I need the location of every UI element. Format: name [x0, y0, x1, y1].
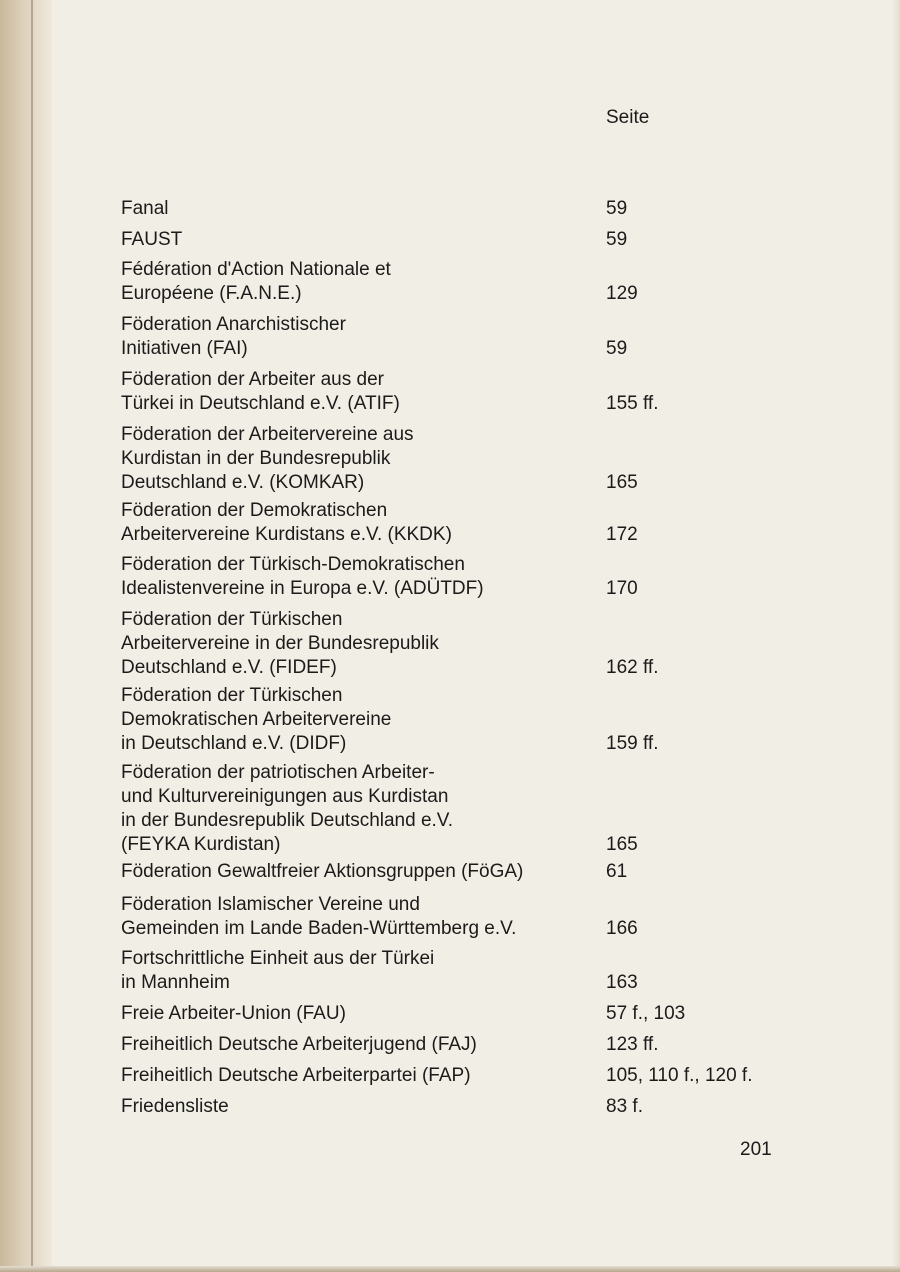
entry-name-line: Föderation Islamischer Vereine und [121, 894, 420, 915]
entry-name-line: Freie Arbeiter-Union (FAU) [121, 1003, 346, 1024]
entry-name-line: Européene (F.A.N.E.) [121, 283, 302, 304]
entry-name-line: Arbeitervereine Kurdistans e.V. (KKDK) [121, 524, 452, 545]
entry-page-ref: 162 ff. [606, 657, 659, 678]
entry-name [121, 893, 591, 941]
entry-name [121, 228, 591, 252]
gutter-line [31, 0, 33, 1272]
entry-name [121, 761, 591, 857]
entry-name [121, 368, 591, 416]
entry-name-line: Föderation Anarchistischer [121, 314, 346, 335]
entry-name-line: Fanal [121, 198, 169, 219]
entry-page-ref: 159 ff. [606, 733, 659, 754]
entry-page-ref: 59 [606, 229, 628, 250]
entry-name [121, 1095, 591, 1119]
entry-name [121, 947, 591, 995]
entry-name-line: Föderation der Türkischen [121, 609, 343, 630]
entry-name-line: in der Bundesrepublik Deutschland e.V. [121, 810, 454, 831]
entry-page-ref: 59 [606, 198, 628, 219]
entry-name-line: Friedensliste [121, 1096, 229, 1117]
entry-name [121, 313, 591, 361]
entry-name [121, 1064, 591, 1088]
entry-name-line: Deutschland e.V. (KOMKAR) [121, 472, 365, 493]
entry-name-line: Arbeitervereine in der Bundesrepublik [121, 633, 439, 654]
entry-name [121, 423, 591, 495]
entry-name-line: Initiativen (FAI) [121, 338, 248, 359]
page-edge [892, 0, 900, 1272]
entry-name-line: Fortschrittliche Einheit aus der Türkei [121, 948, 435, 969]
entry-name-line: Kurdistan in der Bundesrepublik [121, 448, 391, 469]
bottom-page-edge [0, 1266, 900, 1272]
entry-page-ref: 165 [606, 834, 638, 855]
entry-name-line: in Deutschland e.V. (DIDF) [121, 733, 347, 754]
entry-page-ref: 165 [606, 472, 638, 493]
entry-page-ref: 83 f. [606, 1096, 643, 1117]
entry-name-line: Freiheitlich Deutsche Arbeiterjugend (FAJ) [121, 1034, 477, 1055]
book-binding-shadow [0, 0, 52, 1272]
entry-name-line: Demokratischen Arbeitervereine [121, 709, 392, 730]
entry-name [121, 608, 591, 680]
entry-name-line: Föderation der Arbeitervereine aus [121, 424, 414, 445]
entry-name-line: Idealistenvereine in Europa e.V. (ADÜTDF) [121, 578, 484, 599]
entry-name-line: Föderation der Türkisch-Demokratischen [121, 554, 465, 575]
entry-page-ref: 61 [606, 861, 628, 882]
page-column-header: Seite [606, 107, 650, 128]
entry-name-line: Föderation der patriotischen Arbeiter- [121, 762, 435, 783]
entry-page-ref: 166 [606, 918, 638, 939]
entry-name-line: FAUST [121, 229, 183, 250]
entry-name-line: Föderation der Arbeiter aus der [121, 369, 384, 390]
entry-name-line: Freiheitlich Deutsche Arbeiterpartei (FAP) [121, 1065, 471, 1086]
entry-name [121, 1002, 591, 1026]
entry-name-line: in Mannheim [121, 972, 230, 993]
entry-name-line: Deutschland e.V. (FIDEF) [121, 657, 337, 678]
entry-name [121, 684, 591, 756]
entry-page-ref: 129 [606, 283, 638, 304]
entry-page-ref: 163 [606, 972, 638, 993]
entry-page-ref: 123 ff. [606, 1034, 659, 1055]
entry-page-ref: 172 [606, 524, 638, 545]
entry-page-ref: 155 ff. [606, 393, 659, 414]
entry-name-line: Gemeinden im Lande Baden-Württemberg e.V. [121, 918, 517, 939]
entry-page-ref: 105, 110 f., 120 f. [606, 1065, 753, 1086]
entry-name [121, 860, 591, 884]
entry-name [121, 499, 591, 547]
entry-page-ref: 57 f., 103 [606, 1003, 686, 1024]
entry-page-ref: 170 [606, 578, 638, 599]
entry-name-line: (FEYKA Kurdistan) [121, 834, 281, 855]
entry-page-ref: 59 [606, 338, 628, 359]
entry-name-line: Föderation der Demokratischen [121, 500, 388, 521]
entry-name [121, 553, 591, 601]
entry-name-line: Föderation Gewaltfreier Aktionsgruppen (FöGA) [121, 861, 524, 882]
entry-name-line: und Kulturvereinigungen aus Kurdistan [121, 786, 449, 807]
entry-name-line: Türkei in Deutschland e.V. (ATIF) [121, 393, 400, 414]
entry-name [121, 258, 591, 306]
folio-page-number: 201 [740, 1139, 772, 1160]
entry-name-line: Fédération d'Action Nationale et [121, 259, 391, 280]
entry-name [121, 1033, 591, 1057]
entry-name-line: Föderation der Türkischen [121, 685, 343, 706]
entry-name [121, 197, 591, 221]
